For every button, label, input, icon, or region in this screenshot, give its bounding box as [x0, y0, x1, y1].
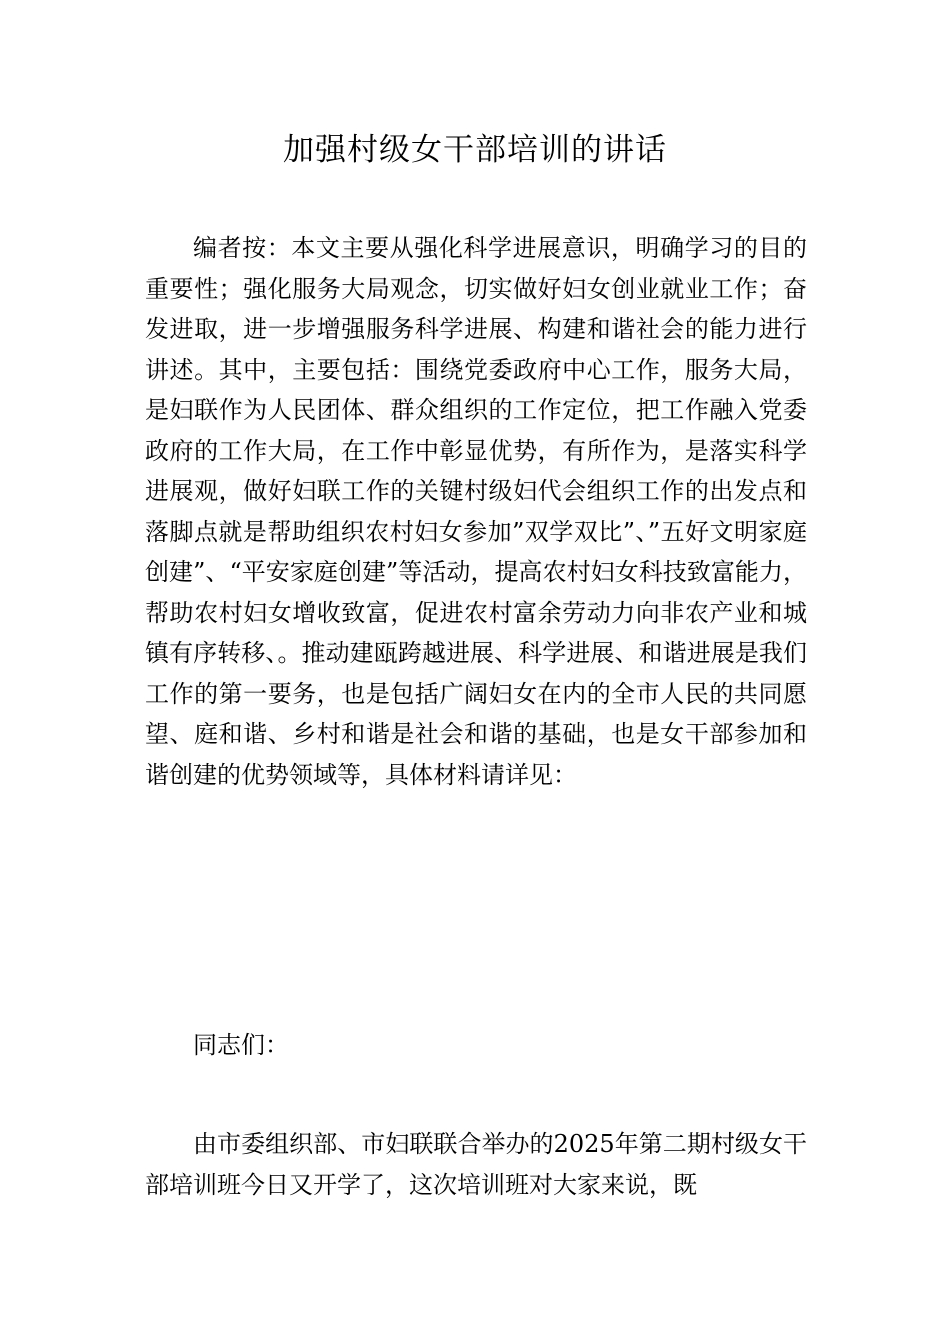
intro-paragraph: 由市委组织部、市妇联联合举办的2025年第二期村级女干部培训班今日又开学了，这次培训班对大家来说，既 — [145, 1130, 807, 1199]
editor-note-paragraph: 编者按：本文主要从强化科学进展意识，明确学习的目的重要性；强化服务大局观念，切实做好妇女创业就业工作；奋发进取，进一步增强服务科学进展、构建和谐社会的能力进行讲述。其中，主要包括：围绕党委政府中心工作，服务大局，是妇联作为人民团体、群众组织的工作定位，把工作融入党委政府的工作大局，在工作中彰显优势，有所作为，是落实科学进展观，做好妇联工作的关键村级妇代会组织工作的出发点和落脚点就是帮助组织农村妇女参加”双学双比”、”五好文明家庭创建”、“平安家庭创建”等活动，提高农村妇女科技致富能力，帮助农村妇女增收致富，促进农村富余劳动力向非农产业和城镇有序转移、。推动建瓯跨越进展、科学进展、和谐进展是我们工作的第一要务，也是包括广阔妇女在内的全市人民的共同愿望、庭和谐、乡村和谐是社会和谐的基础，也是女干部参加和谐创建的优势领域等，具体材料请详见： — [145, 234, 807, 789]
greeting-paragraph: 同志们： — [193, 1031, 289, 1059]
document-title: 加强村级女干部培训的讲话 — [283, 132, 667, 168]
